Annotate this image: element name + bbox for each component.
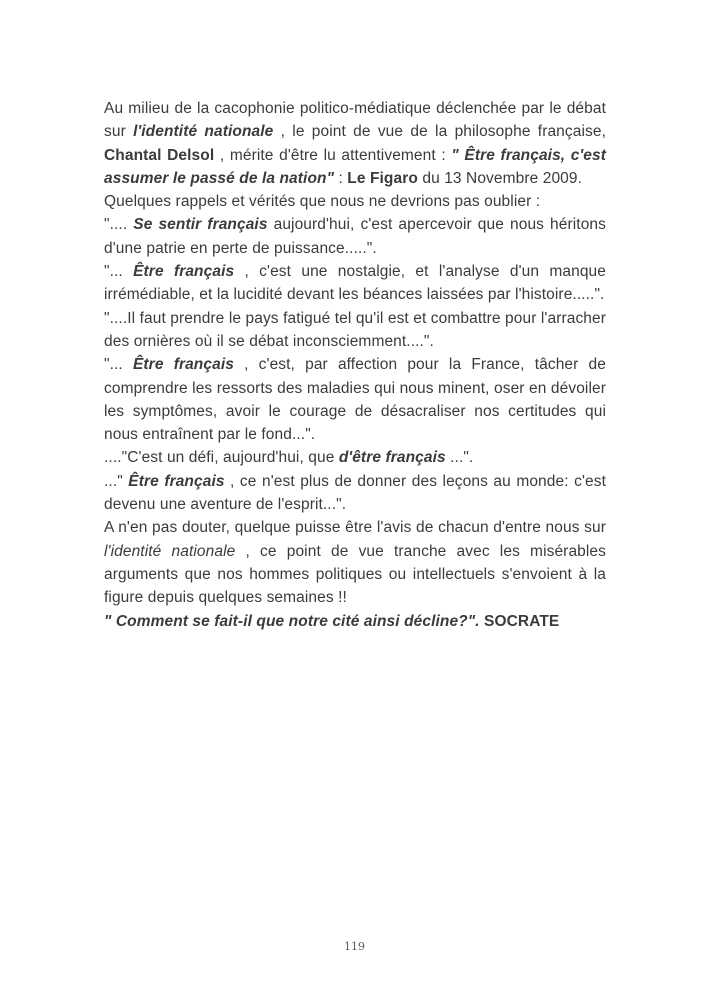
text-run: ..." — [104, 472, 129, 490]
text-run: , c'est, par affection pour la France, tâcher de comprendre les ressorts des maladies qui nous minent, oser en dévoiler les symptômes, avoir le courage de désacraliser nos certitudes qui nous entraînent par le fond...". — [104, 356, 606, 444]
text-run: Quelques rappels et vérités que nous ne devrions pas oublier : — [104, 193, 541, 211]
text-run: , ce point de vue tranche avec les misérables arguments que nos hommes politiques ou intellectuels s'envoient à la figure depuis quelques semaines !! — [104, 542, 607, 607]
text-run: "... — [104, 356, 133, 374]
text-run: , le point de vue de la philosophe française, — [280, 123, 606, 141]
paragraph-3 — [104, 213, 606, 260]
text-run: l'identité nationale — [104, 542, 246, 560]
paragraph-5 — [104, 307, 606, 354]
text-run: Le Figaro — [347, 169, 423, 187]
text-run: d'être français — [338, 449, 451, 467]
text-run: l'identité nationale — [133, 123, 281, 141]
paragraph-1 — [104, 97, 606, 190]
text-run: "... — [104, 263, 134, 281]
page-number: 119 — [344, 940, 365, 953]
text-run: : — [338, 169, 348, 187]
text-run: " Être français, c'est assumer le passé de la nation" — [104, 146, 607, 187]
paragraph-2 — [104, 190, 606, 213]
paragraph-10 — [104, 610, 606, 633]
text-run: " Comment se fait-il que notre cité ainsi décline?". — [104, 612, 485, 630]
paragraph-9 — [104, 516, 606, 609]
text-run: , c'est une nostalgie, et l'analyse d'un manque irrémédiable, et la lucidité devant les béances laissées par l'histoire.....". — [104, 263, 606, 304]
text-run: aujourd'hui, c'est apercevoir que nous héritons d'une patrie en perte de puissance.....". — [104, 216, 606, 257]
text-run: Être français — [128, 472, 231, 490]
text-run: Être français — [132, 356, 245, 374]
text-run: SOCRATE — [484, 612, 560, 630]
paragraph-8 — [104, 470, 606, 517]
text-run: Se sentir français — [133, 216, 274, 234]
text-run: du 13 Novembre 2009. — [422, 169, 583, 187]
paragraph-7 — [104, 446, 606, 469]
paragraph-4 — [104, 260, 606, 307]
page-text — [104, 97, 606, 633]
text-run: A n'en pas douter, quelque puisse être l'avis de chacun d'entre nous sur — [104, 519, 606, 537]
text-run: , mérite d'être lu attentivement : — [219, 146, 452, 164]
paragraph-6 — [104, 353, 606, 446]
text-run: Chantal Delsol — [104, 146, 220, 164]
text-run: , ce n'est plus de donner des leçons au monde: c'est devenu une aventure de l'esprit...". — [104, 472, 606, 514]
text-run: "....Il faut prendre le pays fatigué tel qu'il est et combattre pour l'arracher des ornières où il se débat inconsciemment....". — [104, 309, 606, 350]
text-run: Être français — [133, 263, 245, 281]
text-run: ...."C'est un défi, aujourd'hui, que — [104, 449, 339, 467]
text-run: ".... — [104, 216, 134, 234]
text-run: Au milieu de la cacophonie politico-médiatique déclenchée par le débat sur — [104, 100, 606, 141]
text-run: ...". — [450, 449, 474, 467]
